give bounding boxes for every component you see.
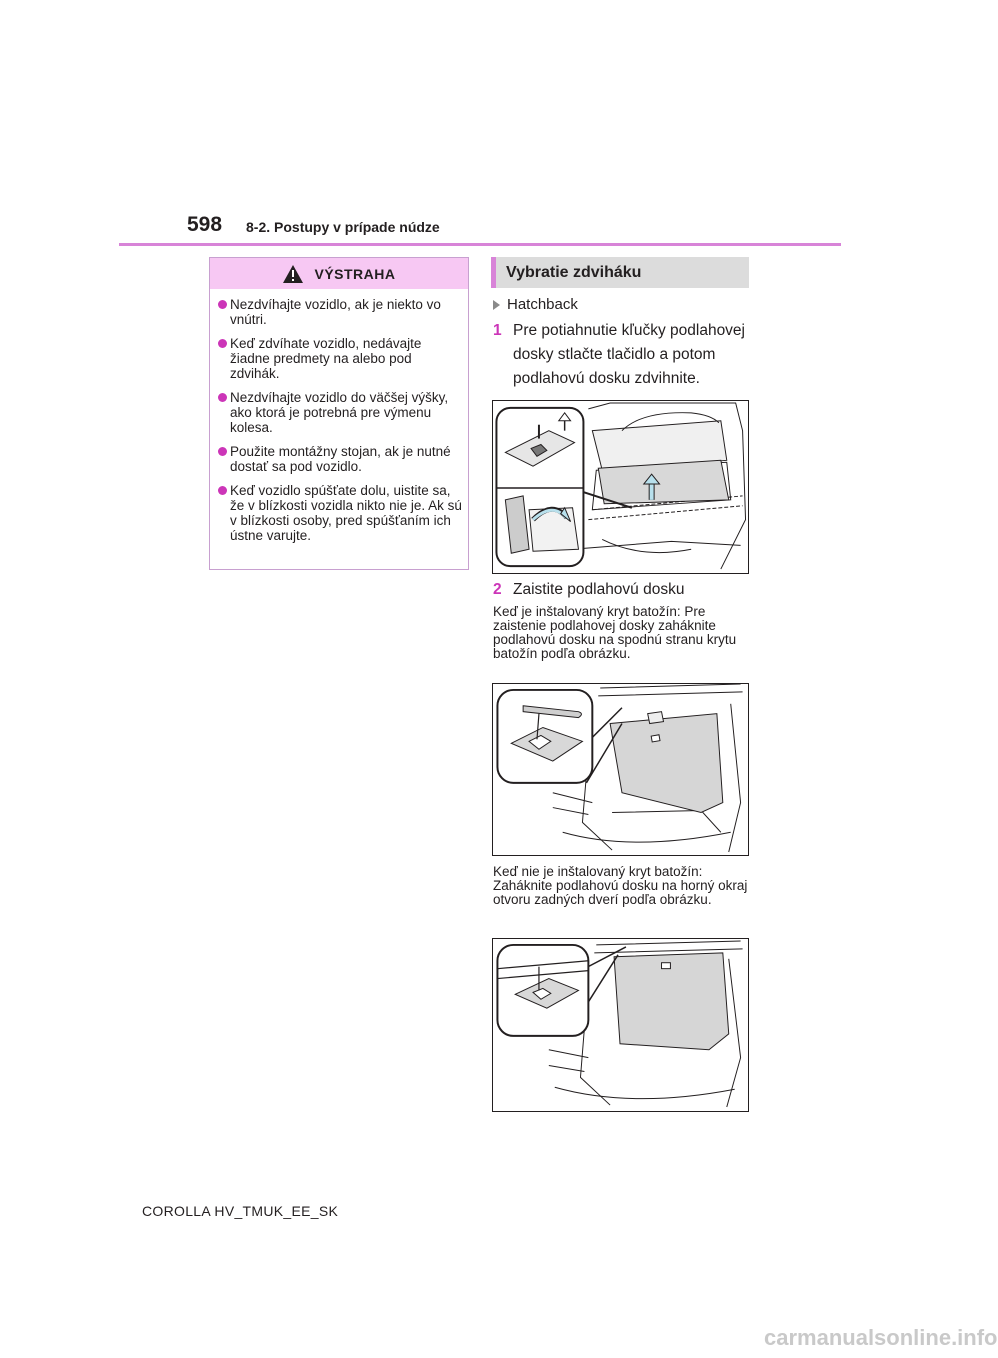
warning-item-text: Použite montážny stojan, ak je nutné dostať sa pod vozidlo.: [230, 444, 451, 474]
footer-model: COROLLA HV_TMUK_EE_SK: [142, 1203, 339, 1219]
watermark: carmanualsonline.info: [764, 1325, 998, 1350]
header-divider: [119, 243, 841, 246]
step-text: Zaistite podlahovú dosku: [513, 581, 685, 598]
warning-box: [209, 257, 469, 570]
step-1: [493, 319, 753, 391]
note-cover-not-installed: Keď nie je inštalovaný kryt batožín: Zaháknite podlahovú dosku na horný okraj otvoru zadných dverí podľa obrázku.: [493, 864, 748, 907]
warning-item-text: Nezdvíhajte vozidlo, ak je niekto vo vnútri.: [230, 297, 441, 327]
triangle-bullet-icon: [493, 300, 500, 310]
variant-heading: [493, 296, 578, 313]
variant-label: Hatchback: [507, 296, 578, 313]
jack-section-header: Vybratie zdviháku: [491, 257, 749, 288]
step-number: 1: [493, 322, 502, 339]
illustration-lift-floor-board: [493, 401, 748, 573]
warning-item-text: Nezdvíhajte vozidlo do väčšej výšky, ako ktorá je potrebná pre výmenu kolesa.: [230, 390, 449, 435]
warning-title: VÝSTRAHA: [314, 265, 396, 282]
step-2: [493, 578, 753, 601]
bullet-icon: [218, 339, 227, 348]
warning-list: [210, 289, 468, 543]
illustration-hook-under-cover: [493, 684, 748, 855]
warning-item: [218, 390, 462, 435]
figure-hook-on-door-opening: [492, 938, 749, 1112]
warning-item: [218, 297, 462, 327]
warning-item: [218, 483, 462, 543]
figure-hook-under-cover: [492, 683, 749, 856]
warning-header: [210, 258, 468, 289]
step-number: 2: [493, 581, 502, 598]
bullet-icon: [218, 393, 227, 402]
warning-item-text: Keď zdvíhate vozidlo, nedávajte žiadne predmety na alebo pod zdvihák.: [230, 336, 422, 381]
warning-item: [218, 336, 462, 381]
warning-item: [218, 444, 462, 474]
note-cover-installed: Keď je inštalovaný kryt batožín: Pre zaistenie podlahovej dosky zaháknite podlahovú dosku na spodnú stranu krytu batožín podľa obrázku.: [493, 604, 737, 661]
section-title: 8-2. Postupy v prípade núdze: [246, 219, 440, 235]
bullet-icon: [218, 486, 227, 495]
figure-lift-floor-board: [492, 400, 749, 574]
step-text: Pre potiahnutie kľučky podlahovej dosky stlačte tlačidlo a potom podlahovú dosku zdvihnite.: [513, 322, 746, 387]
warning-item-text: Keď vozidlo spúšťate dolu, uistite sa, že v blízkosti vozidla nikto nie je. Ak sú v blízkosti osoby, pred spúšťaním ich ústne varujte.: [230, 483, 462, 543]
bullet-icon: [218, 447, 227, 456]
illustration-hook-on-door-opening: [493, 939, 748, 1111]
bullet-icon: [218, 300, 227, 309]
warning-triangle-icon: [282, 264, 304, 284]
page-number: 598: [187, 213, 223, 236]
